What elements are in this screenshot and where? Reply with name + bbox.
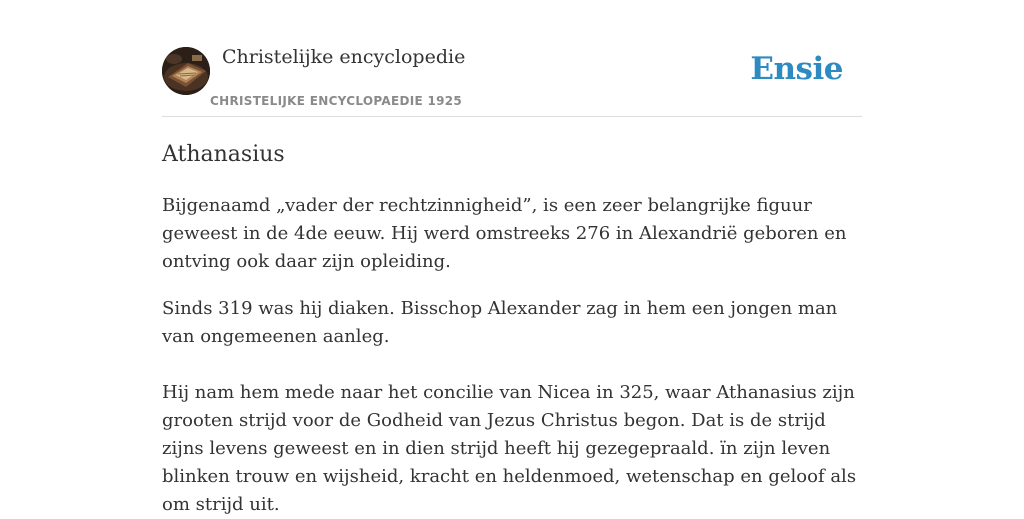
article-paragraph: Bijgenaamd „vader der rechtzinnigheid”, is een zeer belangrijke figuur geweest in de 4de eeuw. Hij werd omstreeks 276 in Alexandrië geboren en ontving ook daar zijn opleiding. — [162, 195, 847, 272]
site-header — [162, 44, 862, 117]
book-photo-icon[interactable] — [162, 47, 210, 95]
site-title[interactable]: Christelijke encyclopedie — [222, 46, 466, 68]
article-title: Athanasius — [162, 142, 285, 167]
brand-logo-link[interactable]: Ensie — [750, 51, 843, 87]
site-subtitle: CHRISTELIJKE ENCYCLOPAEDIE 1925 — [210, 94, 463, 108]
article-paragraph: Sinds 319 was hij diaken. Bisschop Alexander zag in hem een jongen man van ongemeenen aanleg. — [162, 298, 838, 347]
article — [162, 138, 868, 519]
article-paragraph: Hij nam hem mede naar het concilie van Nicea in 325, waar Athanasius zijn grooten strijd voor de Godheid van Jezus Christus begon. Dat is de strijd zijns levens geweest en in dien strijd heeft hij gezegepraald. ïn zijn leven blinken trouw en wijsheid, kracht en heldenmoed, wetenschap en geloof als om strijd uit. — [162, 382, 857, 515]
